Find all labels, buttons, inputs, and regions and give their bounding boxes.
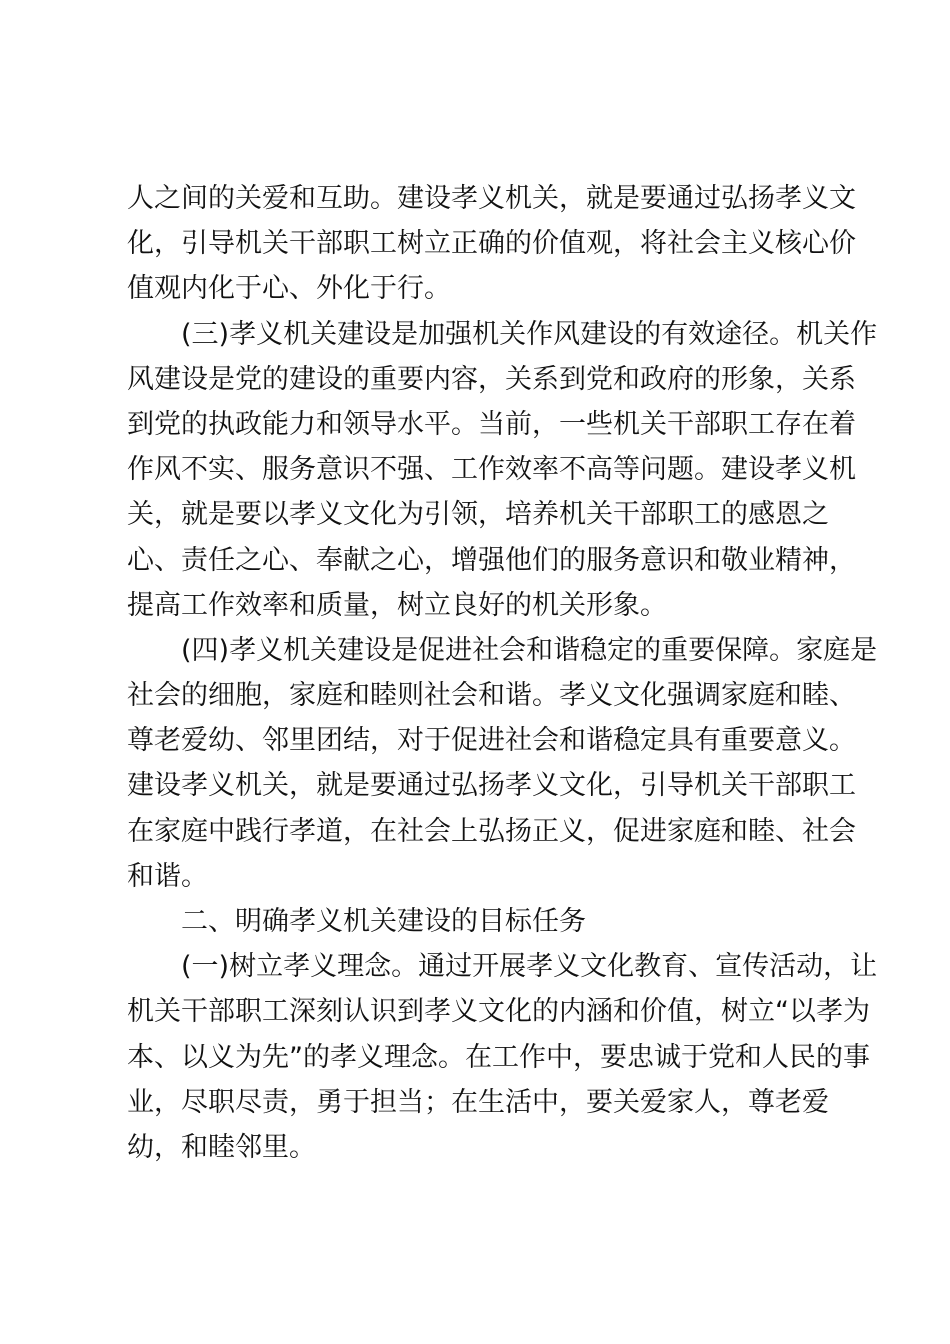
text-line: (一)树立孝义理念。通过开展孝义文化教育、宣传活动，让 [181,951,878,983]
text-line: 提高工作效率和质量，树立良好的机关形象。 [127,589,667,621]
text-line: 机关干部职工深刻认识到孝义文化的内涵和价值，树立“以孝为 [127,996,870,1028]
document-body [127,176,878,1170]
text-line: (四)孝义机关建设是促进社会和谐稳定的重要保障。家庭是 [181,634,878,666]
text-line: 尊老爱幼、邻里团结，对于促进社会和谐稳定具有重要意义。 [127,725,856,757]
text-line: 二、明确孝义机关建设的目标任务 [181,906,586,937]
text-line: 心、责任之心、奉献之心，增强他们的服务意识和敬业精神， [127,544,856,576]
text-line: (三)孝义机关建设是加强机关作风建设的有效途径。机关作 [181,318,878,350]
text-line: 关，就是要以孝义文化为引领，培养机关干部职工的感恩之 [127,499,829,531]
text-line: 和谐。 [127,860,208,892]
text-line: 风建设是党的建设的重要内容，关系到党和政府的形象，关系 [127,363,856,395]
text-line: 人之间的关爱和互助。建设孝义机关，就是要通过弘扬孝义文 [127,183,856,214]
text-line: 在家庭中践行孝道，在社会上弘扬正义，促进家庭和睦、社会 [127,815,856,847]
text-line: 作风不实、服务意识不强、工作效率不高等问题。建设孝义机 [127,454,856,486]
text-line: 建设孝义机关，就是要通过弘扬孝义文化，引导机关干部职工 [127,770,856,802]
text-line: 化，引导机关干部职工树立正确的价值观，将社会主义核心价 [127,228,856,260]
text-line: 本、以义为先”的孝义理念。在工作中，要忠诚于党和人民的事 [127,1041,870,1073]
text-line: 幼，和睦邻里。 [127,1131,316,1163]
text-line: 到党的执政能力和领导水平。当前，一些机关干部职工存在着 [127,408,856,440]
text-line: 社会的细胞，家庭和睦则社会和谐。孝义文化强调家庭和睦、 [127,680,856,712]
text-line: 值观内化于心、外化于行。 [127,273,451,305]
text-line: 业，尽职尽责，勇于担当；在生活中，要关爱家人，尊老爱 [127,1086,829,1118]
